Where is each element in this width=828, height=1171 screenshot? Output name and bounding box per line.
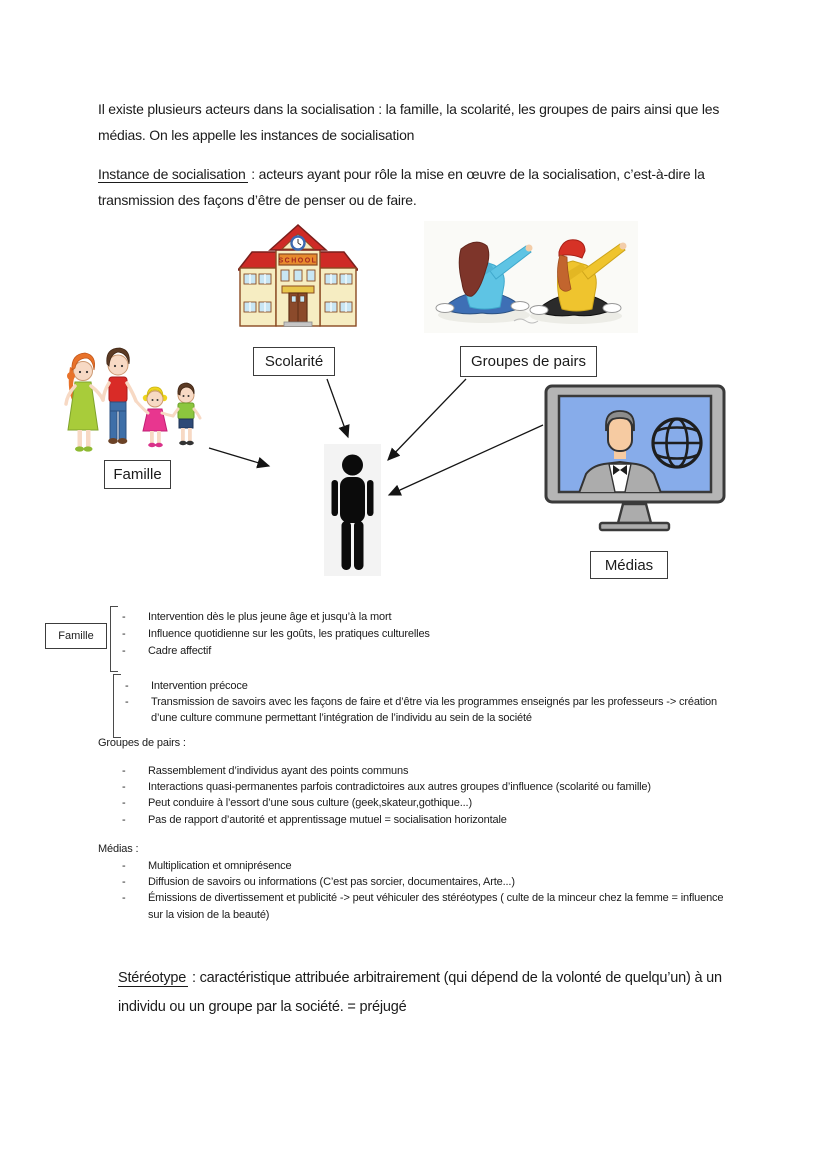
family-daughter [136,387,173,447]
school-illustration [238,222,358,340]
list-item: - Diffusion de savoirs ou informations (C’est pas sorcier, documentaires, Arte...) [122,874,728,890]
bracket-famille [110,606,118,672]
globe-icon [653,419,701,467]
list-item: - Multiplication et omniprésence [122,858,728,874]
list-item: - Rassemblement d’individus ayant des points communs [122,763,742,779]
arrow-scolarite [327,379,348,437]
definition-paragraph [98,161,748,213]
list-item: - Interactions quasi-permanentes parfois contradictoires aux autres groupes d’influence (scolarité ou famille) [122,779,742,795]
list-item: - Peut conduire à l’essort d’une sous culture (geek,skateur,gothique...) [122,795,742,811]
list-item: - Intervention précoce [125,678,729,694]
arrow-medias [389,425,543,495]
groupes-header: Groupes de pairs : [98,737,186,749]
medias-header: Médias : [98,843,139,855]
medias-list [122,858,728,923]
stereotype-term: Stéréotype [118,970,187,986]
note-famille-box: Famille [45,623,107,649]
tv-illustration [543,383,727,533]
list-item: - Émissions de divertissement et publicité -> peut véhiculer des stéréotypes ( culte de la minceur chez la femme = influence sur la vision de la beauté) [122,890,728,922]
intro-paragraph: Il existe plusieurs acteurs dans la socialisation : la famille, la scolarité, les groupes de pairs ainsi que les médias. On les appelle les instances de socialisation [98,101,720,143]
list-item: - Intervention dès le plus jeune âge et jusqu’à la mort [122,609,734,626]
definition-rest: : acteurs ayant pour rôle la mise en œuvre de la socialisation, c’est-à-dire la transmission des façons d’être de penser ou de faire. [98,166,705,208]
family-illustration [58,337,214,464]
tv-stand [618,504,651,523]
person-icon [324,444,381,576]
peers-image [424,221,638,333]
family-father [103,348,136,444]
list-item: - Cadre affectif [122,643,734,660]
individual-silhouette [324,444,381,576]
label-medias: Médias [590,551,668,579]
definition-term: Instance de socialisation [98,166,246,182]
famille-list [122,609,734,660]
family-image [58,337,214,464]
label-groupes-de-pairs: Groupes de pairs [460,346,597,377]
scolarite-list [125,678,729,727]
arrow-groupes [388,379,466,460]
label-famille: Famille [104,460,171,489]
list-item: - Pas de rapport d’autorité et apprentissage mutuel = socialisation horizontale [122,812,742,828]
bracket-scolarite [113,674,121,738]
family-mother [66,353,103,452]
stereotype-rest: : caractéristique attribuée arbitrairement (qui dépend de la volonté de quelqu’un) à un individu ou un groupe par la société. = préjugé [118,970,722,1015]
label-scolarite: Scolarité [253,347,335,376]
groupes-list [122,763,742,828]
list-item: - Transmission de savoirs avec les façons de faire et d’être via les programmes enseignés par les professeurs -> création d’une culture commune permettant l’intégration de l’individu au sein de la société [125,694,729,726]
arrow-famille [209,448,269,466]
tv-image [543,383,727,533]
peers-illustration [424,221,638,333]
list-item: - Influence quotidienne sur les goûts, les pratiques culturelles [122,626,734,643]
stereotype-paragraph [118,964,746,1022]
school-sign-text: SCHOOL [278,257,318,265]
family-son [173,383,200,445]
school-image [238,222,358,340]
